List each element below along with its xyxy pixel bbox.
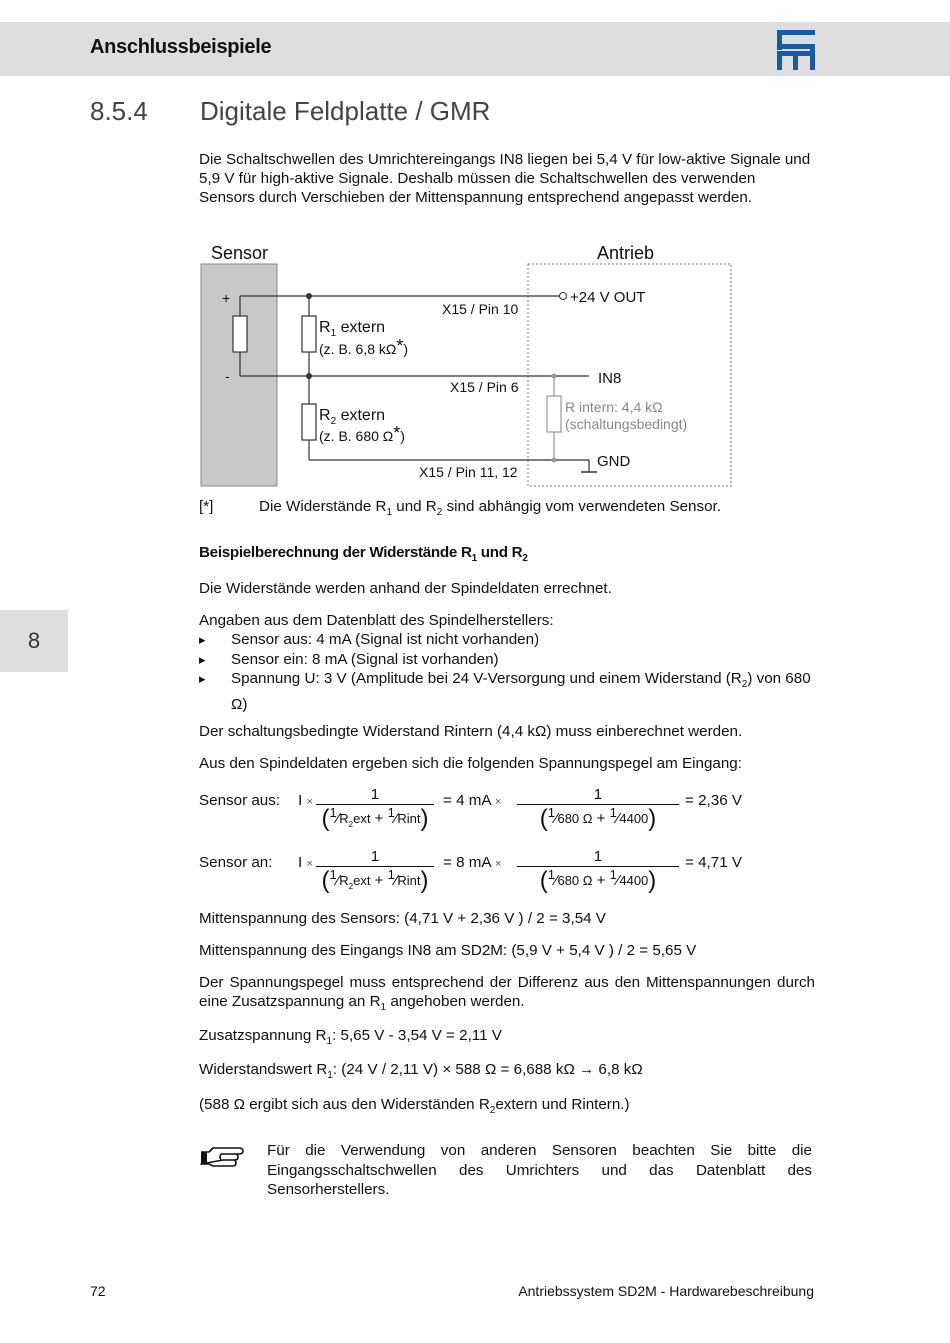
mid-sensor-paragraph: Mittenspannung des Sensors: (4,71 V + 2,36 V ) / 2 = 3,54 V — [199, 910, 606, 927]
resistance-source-paragraph: (588 Ω ergibt sich aus den Widerständen $R_2extern$ und Rintern.) — [199, 1096, 630, 1117]
pin6-label: X15 / Pin 6 — [450, 379, 519, 395]
formula-fraction-values: 1 ($^1$⁄680 Ω + $^1$⁄4400) — [517, 786, 679, 833]
sensor-box — [201, 264, 277, 486]
in8-label: IN8 — [598, 370, 622, 387]
list-item: ▸ Spannung U: 3 V (Amplitude bei 24 V-Versorgung und einem Widerstand $(R_2)$ von 680 Ω) — [199, 669, 819, 714]
pin11-label: X15 / Pin 11, 12 — [419, 464, 518, 480]
formula-current-symbol: I × — [298, 792, 313, 809]
chapter-tab: 8 — [0, 610, 68, 672]
footnote-text: Die Widerstände $R_1$ und $R_2$ sind abhängig vom verwendeten Sensor. — [259, 498, 721, 519]
diagram-antrieb-label: Antrieb — [597, 243, 655, 263]
formula-fraction-values: 1 ($^1$⁄680 Ω + $^1$⁄4400) — [517, 848, 679, 895]
list-item: ▸ Sensor aus: 4 mA (Signal ist nicht vorhanden) — [199, 630, 819, 650]
r2-value: (z. B. 680 Ω*) — [319, 423, 405, 444]
diagram-sensor-label: Sensor — [211, 243, 269, 263]
formula-current-value: = 8 mA × — [443, 854, 502, 871]
diagram-minus-label: - — [225, 368, 230, 384]
section-title: Digitale Feldplatte / GMR — [200, 96, 491, 126]
formula-sensor-on — [199, 848, 819, 904]
out24-label: +24 V OUT — [570, 289, 646, 306]
formula-fraction: 1 ($^1⁄R_2ext$ + $^1$⁄Rint) — [316, 786, 434, 833]
additional-voltage-paragraph: Zusatzspannung $R_1$: 5,65 V - 3,54 V = 2,11 V — [199, 1027, 502, 1048]
spindle-paragraph: Die Widerstände werden anhand der Spindeldaten errechnet. — [199, 580, 612, 597]
intro-paragraph: Die Schaltschwellen des Umrichtereingangs IN8 liegen bei 5,4 V für low-aktive Signale und 5,9 V für high-aktive Signale. Deshalb müssen die Schaltschwellen des verwenden Sensors durch Verschieben der Mittenspannung entsprechend angepasst werden. — [199, 151, 811, 206]
gnd-label: GND — [597, 453, 631, 470]
formula-result: = 4,71 V — [685, 854, 742, 871]
rintern-note: (schaltungsbedingt) — [565, 416, 688, 432]
formula-result: = 2,36 V — [685, 792, 742, 809]
formula-current-value: = 4 mA × — [443, 792, 502, 809]
list-item: ▸ Sensor ein: 8 mA (Signal ist vorhanden) — [199, 650, 819, 670]
page-header-title: Anschlussbeispiele — [90, 36, 272, 58]
pin10-label: X15 / Pin 10 — [442, 301, 519, 317]
wiring-diagram — [199, 240, 739, 490]
formula-sensor-off — [199, 786, 819, 842]
rintern-paragraph: Der schaltungsbedingte Widerstand Rintern (4,4 kΩ) muss einberechnet werden. — [199, 723, 743, 740]
pointing-hand-icon — [199, 1144, 247, 1170]
formula-current-symbol: I × — [298, 854, 313, 871]
r2-label: $R_2$ extern — [319, 407, 386, 427]
datasheet-paragraph: Angaben aus dem Datenblatt des Spindelherstellers: — [199, 612, 554, 629]
r1-value: (z. B. 6,8 kΩ*) — [319, 336, 409, 357]
formula-label: Sensor aus: — [199, 792, 281, 809]
r1-label: $R_1$ extern — [319, 319, 386, 339]
example-subheading: Beispielberechnung der Widerstände $R_1$ und $R_2$ — [199, 544, 528, 565]
formula-label: Sensor an: — [199, 854, 273, 871]
datasheet-list — [199, 630, 819, 714]
mid-input-paragraph: Mittenspannung des Eingangs IN8 am SD2M: (5,9 V + 5,4 V ) / 2 = 5,65 V — [199, 942, 697, 959]
footnote-marker: [*] — [199, 498, 214, 515]
hint-text: Für die Verwendung von anderen Sensoren beachten Sie bitte die Eingangsschaltschwellen des Umrichters und das Datenblatt des Sensorherstellers. — [267, 1142, 812, 1198]
resistance-paragraph: Widerstandswert $R_1$: (24 V / 2,11 V) × 588 Ω = 6,688 kΩ → 6,8 kΩ — [199, 1061, 643, 1082]
formula-fraction: 1 ($^1⁄R_2ext$ + $^1$⁄Rint) — [316, 848, 434, 895]
document-title: Antriebssystem SD2M - Hardwarebeschreibung — [518, 1283, 814, 1299]
section-number: 8.5.4 — [90, 96, 148, 126]
levels-paragraph: Aus den Spindeldaten ergeben sich die folgenden Spannungspegel am Eingang: — [199, 755, 742, 772]
level-paragraph: Der Spannungspegel muss entsprechend der Differenz aus den Mittenspannungen durch eine Zusatzspannung an $R_1$ angehoben werden. — [199, 974, 815, 1014]
page-number: 72 — [90, 1283, 106, 1299]
diagram-plus-label: + — [222, 290, 231, 306]
rintern-label: R intern: 4,4 kΩ — [565, 399, 663, 415]
company-logo — [777, 30, 815, 70]
